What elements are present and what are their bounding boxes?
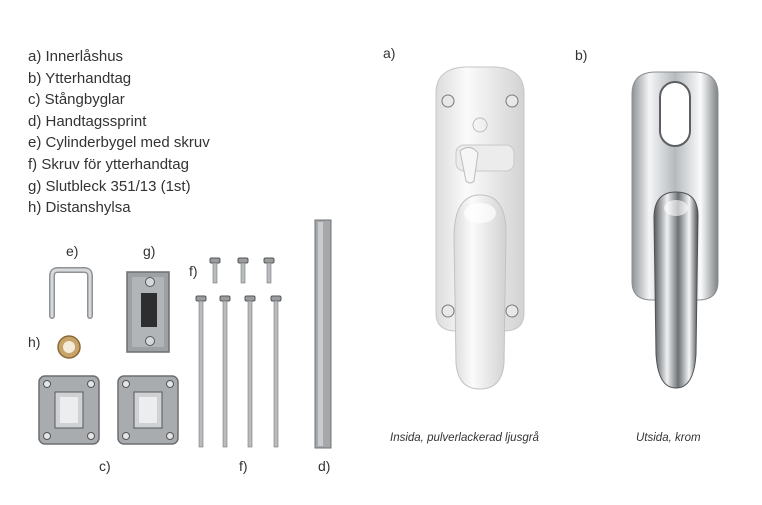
parts-list-item: g) Slutbleck 351/13 (1st): [28, 177, 191, 195]
inner-lock-handle-image: [424, 63, 536, 395]
bar-bracket-icon: [38, 375, 100, 445]
label-e: e): [66, 243, 79, 259]
parts-list-item: e) Cylinderbygel med skruv: [28, 134, 210, 152]
screw-icon: [244, 296, 256, 448]
label-g: g): [143, 243, 156, 259]
outer-handle-image: [628, 68, 722, 396]
strike-plate-icon: [126, 271, 170, 353]
bar-bracket-icon: [117, 375, 179, 445]
spacer-sleeve-icon: [56, 334, 82, 360]
caption-inside: Insida, pulverlackerad ljusgrå: [390, 432, 539, 444]
screw-icon: [270, 296, 282, 448]
parts-list-item: d) Handtagssprint: [28, 112, 147, 130]
caption-outside: Utsida, krom: [636, 432, 701, 444]
parts-list-item: c) Stångbyglar: [28, 91, 125, 109]
label-f-bottom: f): [239, 458, 248, 474]
parts-list-item: a) Innerlåshus: [28, 48, 124, 65]
screw-icon: [263, 258, 275, 284]
parts-list-item: f) Skruv för ytterhandtag: [28, 155, 189, 173]
parts-list-item: b) Ytterhandtag: [28, 69, 132, 87]
label-a: a): [383, 45, 396, 61]
screw-icon: [195, 296, 207, 448]
parts-list-item: h) Distanshylsa: [28, 199, 131, 217]
label-h: h): [28, 334, 41, 350]
screw-icon: [219, 296, 231, 448]
label-c: c): [99, 458, 111, 474]
screw-icon: [209, 258, 221, 284]
label-f-top: f): [189, 263, 198, 279]
screw-icon: [237, 258, 249, 284]
parts-list: [28, 46, 210, 219]
square-spindle-icon: [313, 220, 333, 448]
label-d: d): [318, 458, 331, 474]
cylinder-bracket-icon: [44, 266, 98, 318]
label-b: b): [575, 47, 588, 63]
